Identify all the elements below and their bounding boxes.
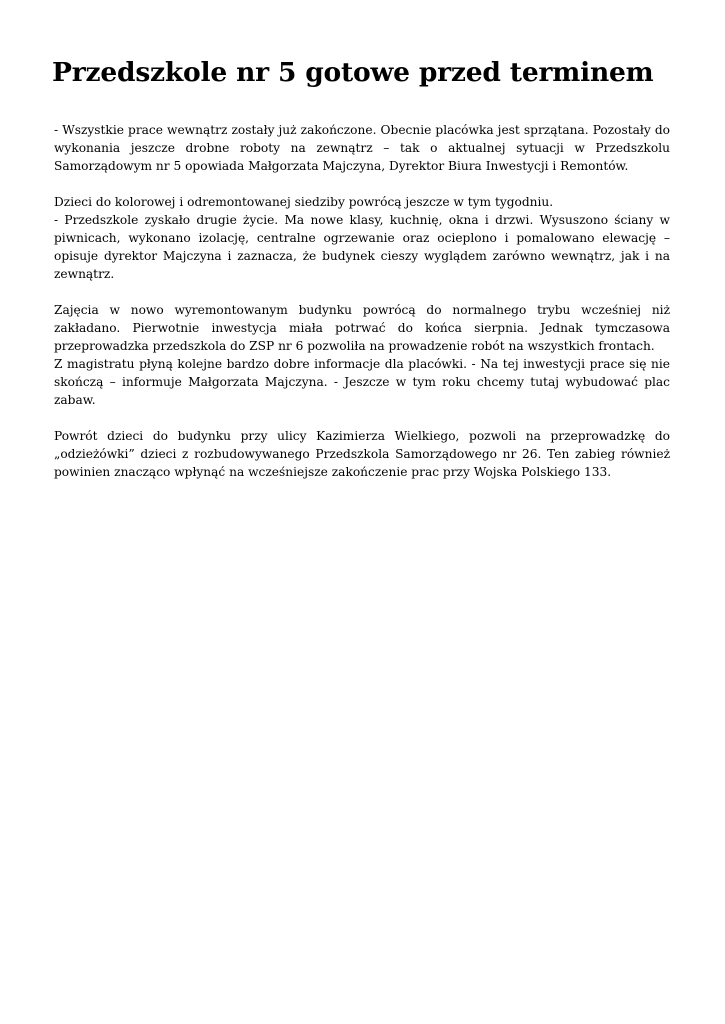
paragraph-2: Dzieci do kolorowej i odremontowanej siedziby powrócą jeszcze w tym tygodniu. — [54, 195, 554, 209]
article-body — [54, 121, 670, 481]
paragraph-6: Powrót dzieci do budynku przy ulicy Kazimierza Wielkiego, pozwoli na przeprowadzkę do „odzieżówki” dzieci z rozbudowywanego Przedszkola Samorządowego nr 26. Ten zabieg również powinien znacząco wpłynąć na wcześniejsze zakończenie prac przy Wojska Polskiego 133. — [54, 429, 670, 479]
paragraph-gap — [54, 409, 670, 427]
paragraph-gap — [54, 283, 670, 301]
article-title: Przedszkole nr 5 gotowe przed terminem — [52, 57, 654, 88]
paragraph-gap — [54, 175, 670, 193]
paragraph-3: - Przedszkole zyskało drugie życie. Ma nowe klasy, kuchnię, okna i drzwi. Wysuszono ściany w piwnicach, wykonano izolację, centralne ogrzewanie oraz ocieplono i pomalowano elewację – opisuje dyrektor Majczyna i zaznacza, że budynek cieszy wyglądem zarówno wewnątrz, jak i na zewnątrz. — [54, 213, 670, 281]
paragraph-1: - Wszystkie prace wewnątrz zostały już zakończone. Obecnie placówka jest sprzątana. Pozostały do wykonania jeszcze drobne roboty na zewnątrz – tak o aktualnej sytuacji w Przedszkolu Samorządowym nr 5 opowiada Małgorzata Majczyna, Dyrektor Biura Inwestycji i Remontów. — [54, 123, 670, 173]
document-page — [54, 54, 670, 481]
paragraph-4: Zajęcia w nowo wyremontowanym budynku powrócą do normalnego trybu wcześniej niż zakładano. Pierwotnie inwestycja miała potrwać do końca sierpnia. Jednak tymczasowa przeprowadzka przedszkola do ZSP nr 6 pozwoliła na prowadzenie robót na wszystkich frontach. — [54, 303, 670, 353]
paragraph-5: Z magistratu płyną kolejne bardzo dobre informacje dla placówki. - Na tej inwestycji prace się nie skończą – informuje Małgorzata Majczyna. - Jeszcze w tym roku chcemy tutaj wybudować plac zabaw. — [54, 357, 670, 407]
